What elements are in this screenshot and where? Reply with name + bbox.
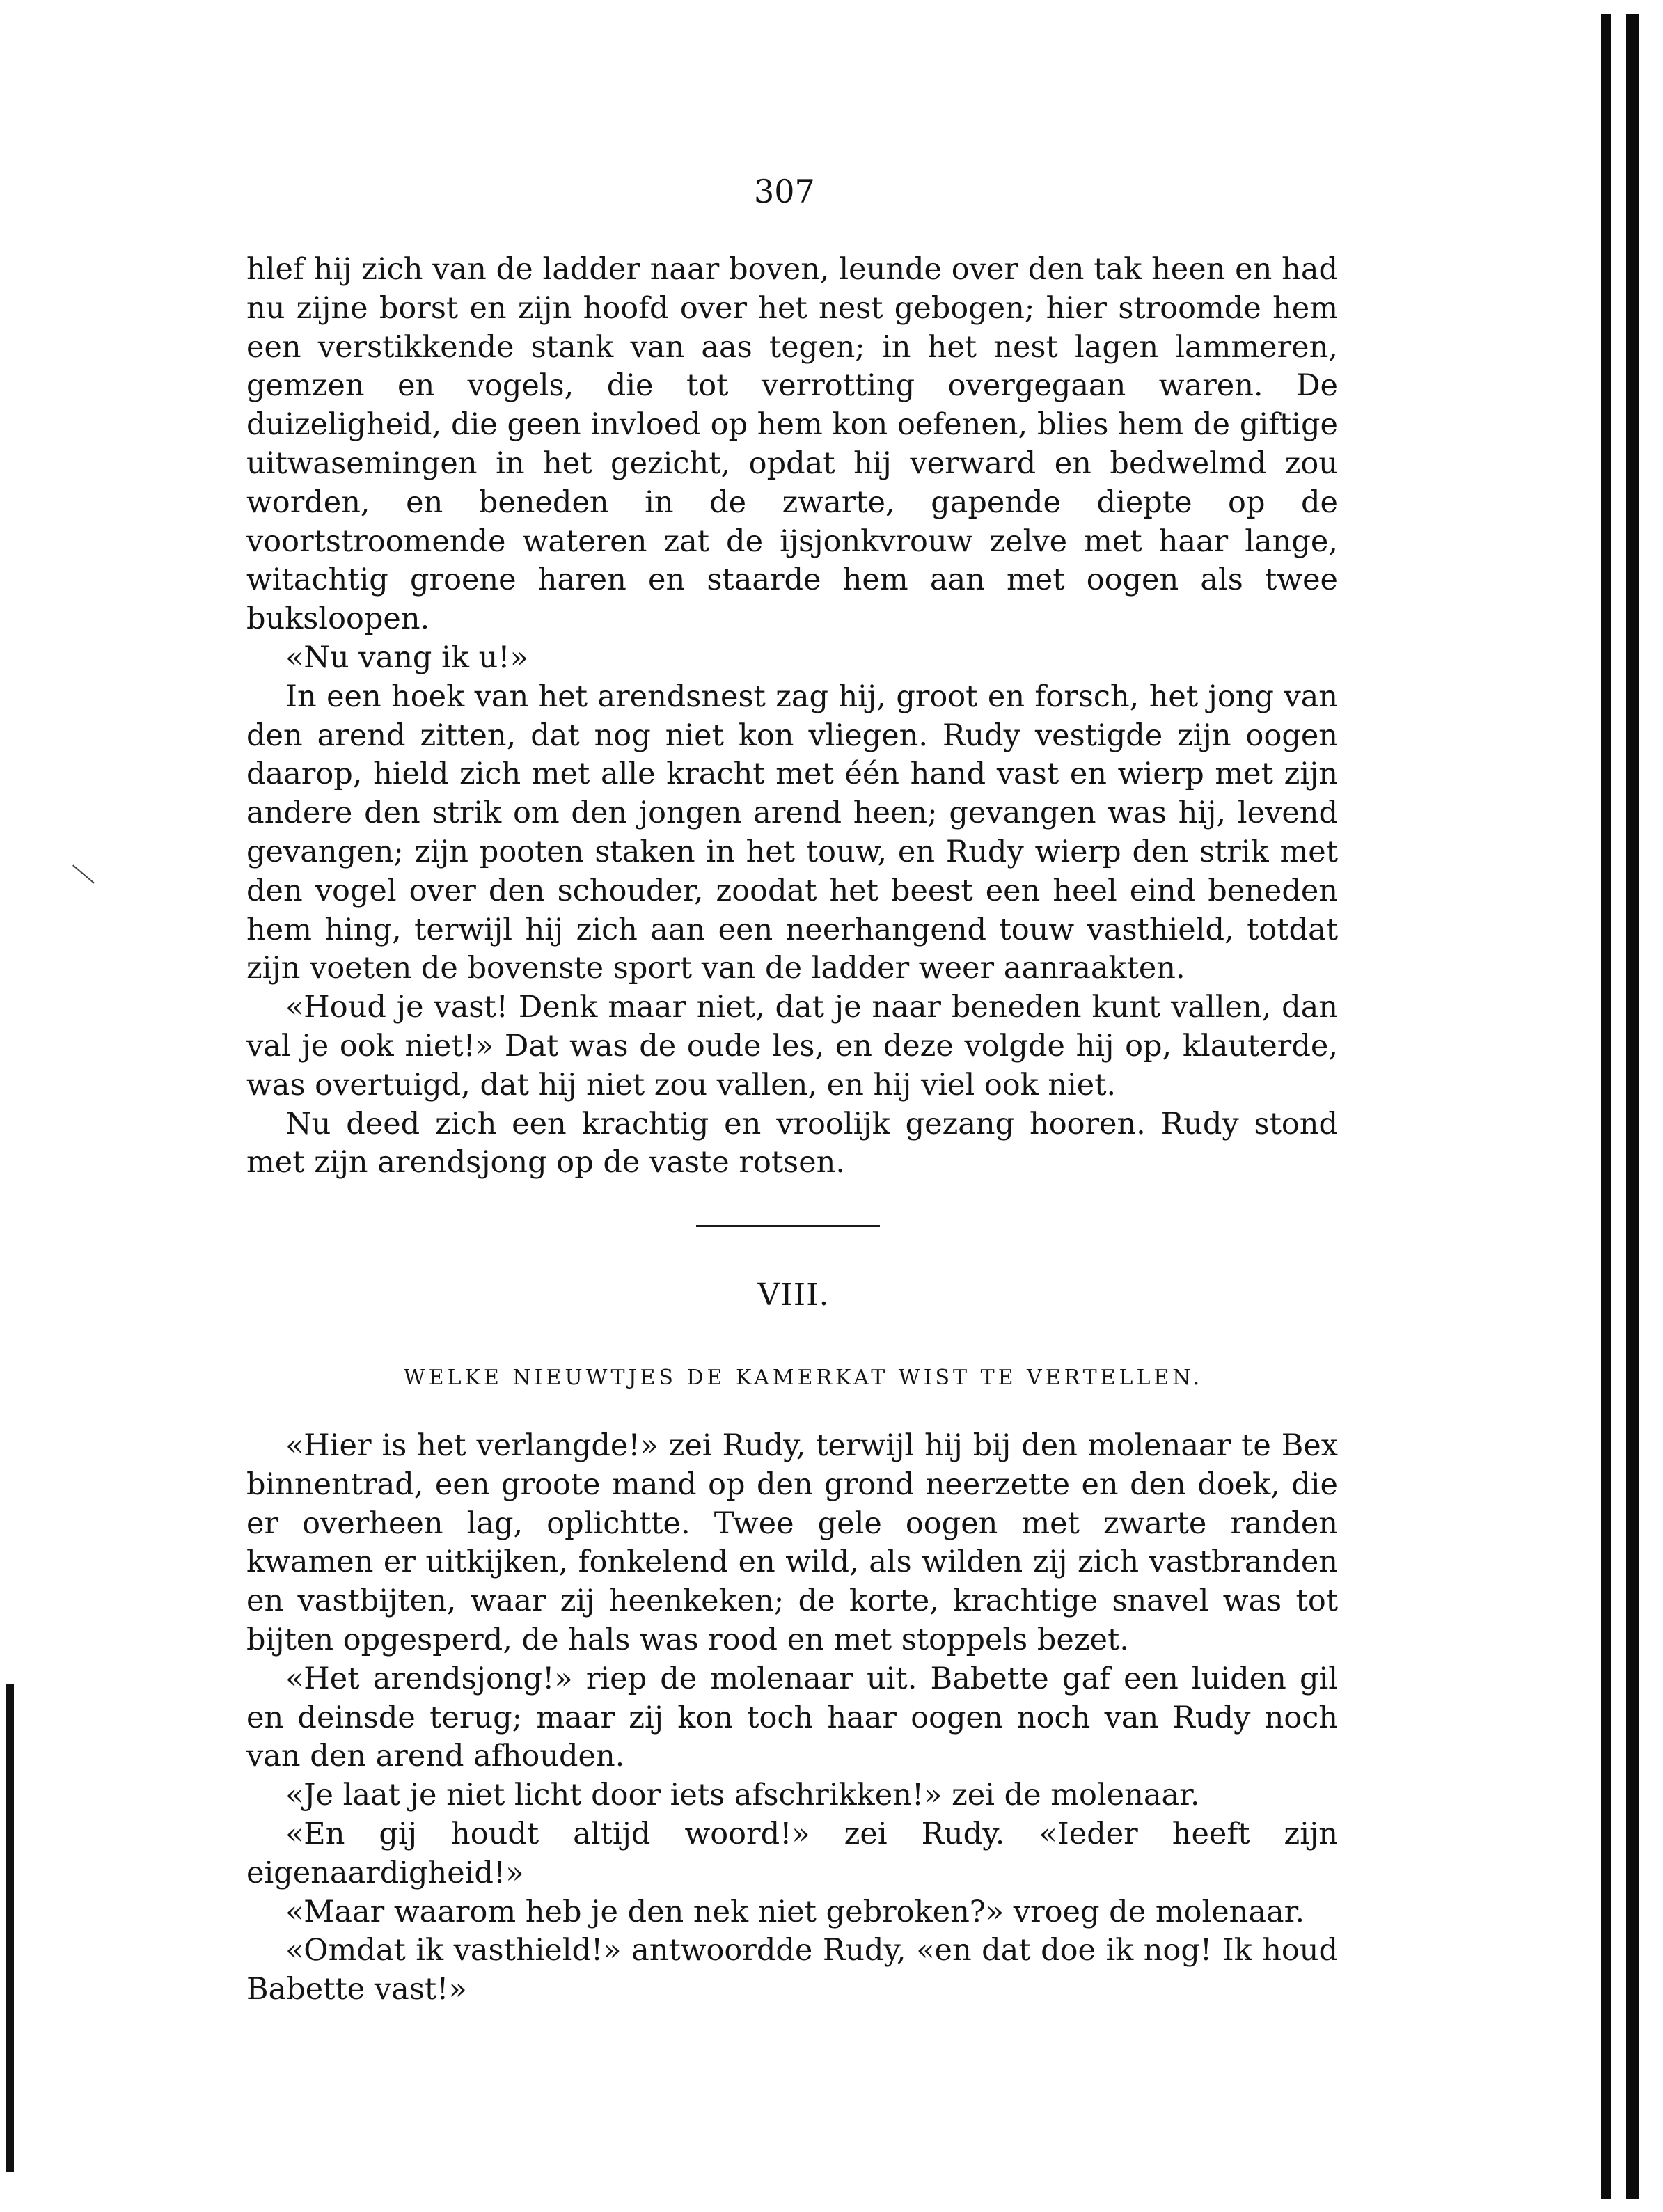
page-number: 307: [754, 173, 815, 210]
paragraph: «Houd je vast! Denk maar niet, dat je naar beneden kunt vallen, dan val je ook niet!» Dat was de oude les, en deze volgde hij op, klauterde, was overtuigd, dat hij niet zou vallen, en hij viel ook niet.: [246, 990, 1338, 1103]
body-text-block: [246, 1427, 1338, 2009]
scan-stray-mark: [72, 864, 95, 883]
binding-edge-shadow: [1626, 14, 1639, 2199]
paragraph: «En gij houdt altijd woord!» zei Rudy. «Ieder heeft zijn eigenaardigheid!»: [246, 1816, 1338, 1890]
body-text-block: [246, 251, 1338, 1183]
chapter-number: VIII.: [757, 1277, 830, 1313]
paragraph: Nu deed zich een krachtig en vroolijk gezang hooren. Rudy stond met zijn arendsjong op de vaste rotsen.: [246, 1106, 1338, 1180]
paragraph: «Je laat je niet licht door iets afschrikken!» zei de molenaar.: [285, 1778, 1200, 1813]
paragraph: «Hier is het verlangde!» zei Rudy, terwijl hij bij den molenaar te Bex binnentrad, een groote mand op den grond neerzette en den doek, die er overheen lag, oplichtte. Twee gele oogen met zwarte randen kwamen er uitkijken, fonkelend en wild, als wilden zij zich vastbranden en vastbijten, waar zij heenkeken; de korte, krachtige snavel was tot bijten opgesperd, de hals was rood en met stoppels bezet.: [246, 1428, 1338, 1657]
paragraph: «Omdat ik vasthield!» antwoordde Rudy, «en dat doe ik nog! Ik houd Babette vast!»: [246, 1933, 1338, 2007]
chapter-title: WELKE NIEUWTJES DE KAMERKAT WIST TE VERTELLEN.: [403, 1366, 1204, 1390]
binding-edge-shadow: [1601, 14, 1611, 2199]
scan-edge-mark: [6, 1684, 14, 2172]
paragraph: «Maar waarom heb je den nek niet gebroken?» vroeg de molenaar.: [285, 1894, 1305, 1929]
paragraph: In een hoek van het arendsnest zag hij, groot en forsch, het jong van den arend zitten, dat nog niet kon vliegen. Rudy vestigde zijn oogen daarop, hield zich met alle kracht met één hand vast en wierp met zijn andere den strik om den jongen arend heen; gevangen was hij, levend gevangen; zijn pooten staken in het touw, en Rudy wierp den strik met den vogel over den schouder, zoodat het beest een heel eind beneden hem hing, terwijl hij zich aan een neerhangend touw vasthield, totdat zijn voeten de bovenste sport van de ladder weer aanraakten.: [246, 679, 1338, 986]
section-divider: [696, 1225, 880, 1227]
paragraph: «Het arendsjong!» riep de molenaar uit. Babette gaf een luiden gil en deinsde terug; maar zij kon toch haar oogen noch van Rudy noch van den arend afhouden.: [246, 1661, 1338, 1774]
paragraph: «Nu vang ik u!»: [285, 640, 528, 675]
paragraph: hlef hij zich van de ladder naar boven, leunde over den tak heen en had nu zijne borst en zijn hoofd over het nest gebogen; hier stroomde hem een verstikkende stank van aas tegen; in het nest lagen lammeren, gemzen en vogels, die tot verrotting overgegaan waren. De duizeligheid, die geen invloed op hem kon oefenen, blies hem de giftige uitwasemingen in het gezicht, opdat hij verward en bedwelmd zou worden, en beneden in de zwarte, gapende diepte op de voortstroomende wateren zat de ijsjonkvrouw zelve met haar lange, witachtig groene haren en staarde hem aan met oogen als twee buksloopen.: [246, 252, 1338, 637]
